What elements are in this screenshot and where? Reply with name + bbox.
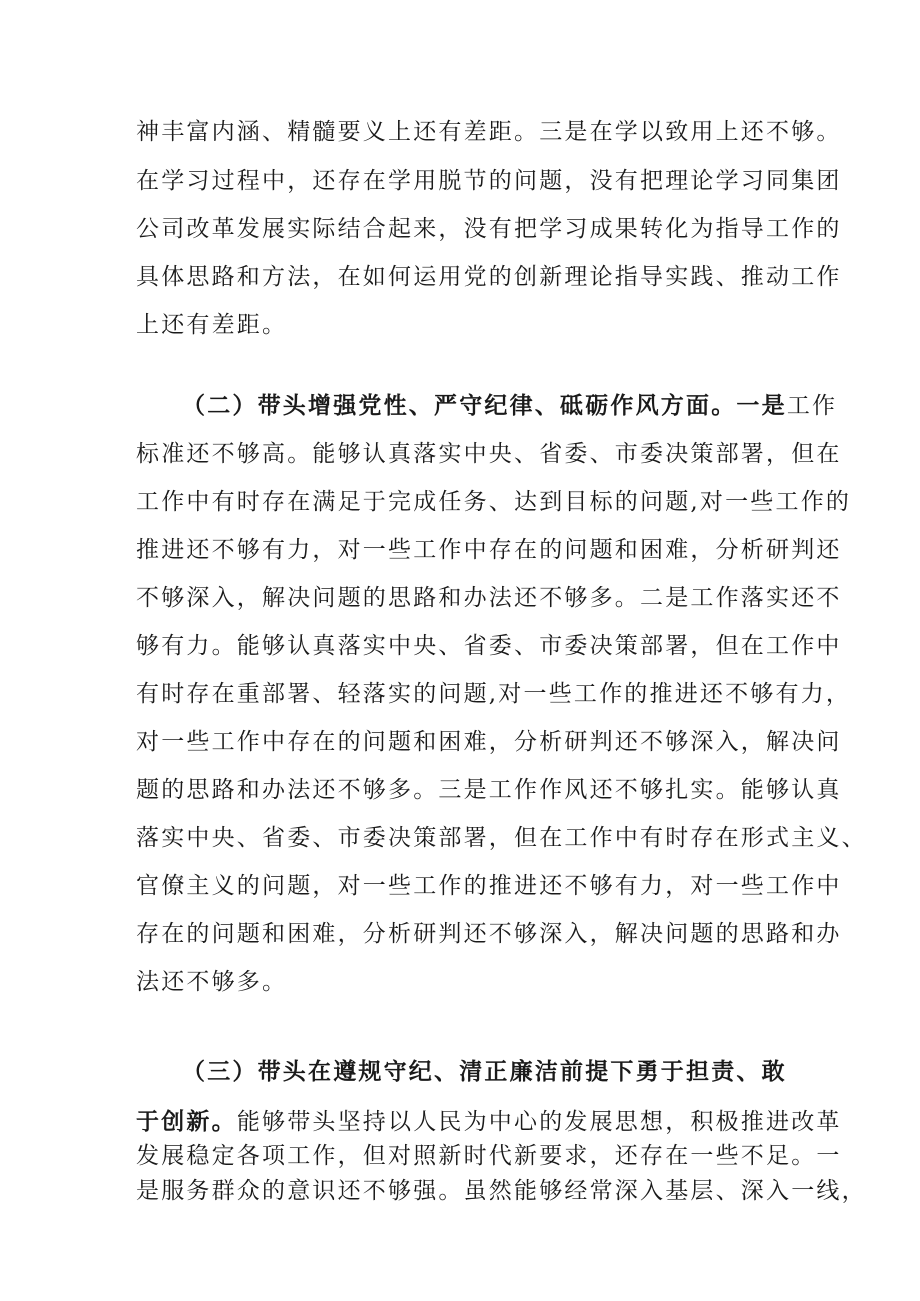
para1-line-3: 公司改革发展实际结合起来，没有把学习成果转化为指导工作的: [136, 216, 842, 242]
para2-line-2: 标准还不够高。能够认真落实中央、省委、市委决策部署，但在: [136, 441, 842, 467]
para2-line-6: 够有力。能够认真落实中央、省委、市委决策部署，但在工作中: [136, 633, 842, 659]
para2-line-5: 不够深入，解决问题的思路和办法还不够多。二是工作落实还不: [136, 585, 842, 611]
para2-heading: （二）带头增强党性、严守纪律、砥砺作风方面。: [182, 392, 737, 419]
para2-line-3: 工作中有时存在满足于完成任务、达到目标的问题,对一些工作的: [136, 489, 852, 515]
para1-line-4: 具体思路和方法，在如何运用党的创新理论指导实践、推动工作: [136, 264, 842, 290]
para3-line-3: 发展稳定各项工作，但对照新时代新要求，还存在一些不足。一: [136, 1143, 842, 1169]
para2-line-9: 题的思路和办法还不够多。三是工作作风还不够扎实。能够认真: [136, 777, 842, 803]
para3-line-2: [136, 1107, 842, 1137]
para2-line-1: [182, 391, 842, 421]
para2-lead: 一是: [736, 392, 787, 419]
para3-heading-line-2: 于创新。: [136, 1108, 237, 1135]
para2-line-7: 有时存在重部署、轻落实的问题,对一些工作的推进还不够有力，: [136, 681, 852, 707]
para1-line-5: 上还有差距。: [136, 312, 288, 338]
para2-line-8: 对一些工作中存在的问题和困难，分析研判还不够深入，解决问: [136, 729, 842, 755]
para2-line-11: 官僚主义的问题，对一些工作的推进还不够有力，对一些工作中: [136, 873, 842, 899]
para3-heading-line-1: （三）带头在遵规守纪、清正廉洁前提下勇于担责、敢: [182, 1058, 787, 1085]
para1-line-2: 在学习过程中，还存在学用脱节的问题，没有把理论学习同集团: [136, 168, 842, 194]
para2-line-12: 存在的问题和困难，分析研判还不够深入，解决问题的思路和办: [136, 921, 842, 947]
para2-first-rest: 工作: [786, 393, 838, 419]
para2-line-10: 落实中央、省委、市委决策部署，但在工作中有时存在形式主义、: [136, 825, 867, 851]
para2-line-4: 推进还不够有力，对一些工作中存在的问题和困难，分析研判还: [136, 537, 842, 563]
para3-line-2-rest: 能够带头坚持以人民为中心的发展思想，积极推进改革: [236, 1109, 842, 1135]
para1-line-1: 神丰富内涵、精髓要义上还有差距。三是在学以致用上还不够。: [136, 119, 842, 145]
para3-line-4: 是服务群众的意识还不够强。虽然能够经常深入基层、深入一线，: [136, 1178, 867, 1204]
para2-line-13: 法还不够多。: [136, 969, 288, 995]
